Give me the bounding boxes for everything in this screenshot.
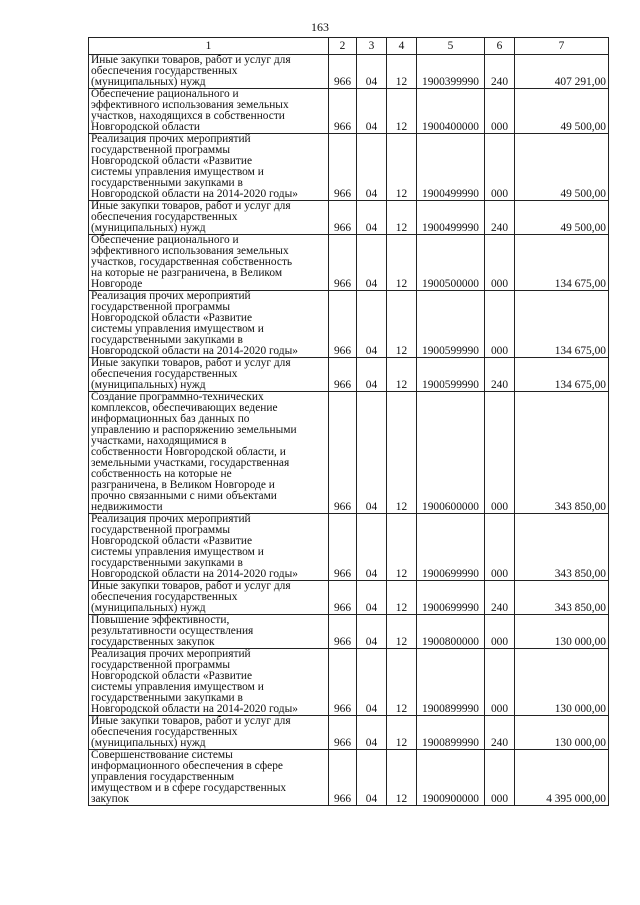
row-subsection-code: 12 — [387, 291, 417, 358]
table-row — [89, 235, 609, 291]
row-description: Реализация прочих мероприятий государственной программы Новгородской области «Развитие системы управления имуществом и государственными закупками в Новгородской области на 2014-2020 годы» — [89, 514, 329, 581]
row-target-article-code: 1900499990 — [417, 201, 485, 235]
row-section-code: 04 — [357, 358, 387, 392]
row-target-article-code: 1900599990 — [417, 291, 485, 358]
row-target-article-code: 1900400000 — [417, 89, 485, 134]
row-section-code: 04 — [357, 581, 387, 615]
row-ministry-code: 966 — [329, 358, 357, 392]
row-expense-type-code: 000 — [485, 514, 515, 581]
column-header: 2 — [329, 38, 357, 55]
column-header: 3 — [357, 38, 387, 55]
row-amount: 343 850,00 — [515, 514, 609, 581]
row-expense-type-code: 240 — [485, 201, 515, 235]
row-section-code: 04 — [357, 235, 387, 291]
row-description: Повышение эффективности, результативности осуществления государственных закупок — [89, 615, 329, 649]
row-expense-type-code: 000 — [485, 235, 515, 291]
row-section-code: 04 — [357, 716, 387, 750]
table-row — [89, 750, 609, 806]
row-expense-type-code: 240 — [485, 716, 515, 750]
row-subsection-code: 12 — [387, 716, 417, 750]
row-ministry-code: 966 — [329, 615, 357, 649]
row-amount: 134 675,00 — [515, 235, 609, 291]
row-expense-type-code: 240 — [485, 55, 515, 89]
row-expense-type-code: 000 — [485, 392, 515, 514]
row-description: Реализация прочих мероприятий государственной программы Новгородской области «Развитие системы управления имуществом и государственными закупками в Новгородской области на 2014-2020 годы» — [89, 134, 329, 201]
table-row — [89, 89, 609, 134]
column-header: 5 — [417, 38, 485, 55]
table-row — [89, 291, 609, 358]
budget-table — [88, 37, 609, 806]
table-body — [89, 55, 609, 806]
row-ministry-code: 966 — [329, 392, 357, 514]
row-amount: 49 500,00 — [515, 134, 609, 201]
table-row — [89, 134, 609, 201]
row-section-code: 04 — [357, 291, 387, 358]
row-section-code: 04 — [357, 134, 387, 201]
row-expense-type-code: 000 — [485, 615, 515, 649]
row-ministry-code: 966 — [329, 514, 357, 581]
column-header: 1 — [89, 38, 329, 55]
row-expense-type-code: 000 — [485, 649, 515, 716]
row-description: Иные закупки товаров, работ и услуг для обеспечения государственных (муниципальных) нужд — [89, 581, 329, 615]
row-subsection-code: 12 — [387, 55, 417, 89]
row-ministry-code: 966 — [329, 235, 357, 291]
row-target-article-code: 1900899990 — [417, 716, 485, 750]
row-section-code: 04 — [357, 392, 387, 514]
row-ministry-code: 966 — [329, 89, 357, 134]
row-subsection-code: 12 — [387, 750, 417, 806]
row-section-code: 04 — [357, 649, 387, 716]
row-description: Иные закупки товаров, работ и услуг для обеспечения государственных (муниципальных) нужд — [89, 358, 329, 392]
row-expense-type-code: 240 — [485, 358, 515, 392]
row-section-code: 04 — [357, 615, 387, 649]
column-header: 6 — [485, 38, 515, 55]
row-amount: 49 500,00 — [515, 89, 609, 134]
row-target-article-code: 1900699990 — [417, 581, 485, 615]
row-description: Иные закупки товаров, работ и услуг для обеспечения государственных (муниципальных) нужд — [89, 55, 329, 89]
row-description: Реализация прочих мероприятий государственной программы Новгородской области «Развитие системы управления имуществом и государственными закупками в Новгородской области на 2014-2020 годы» — [89, 291, 329, 358]
row-subsection-code: 12 — [387, 615, 417, 649]
table-row — [89, 615, 609, 649]
page-number: 163 — [311, 20, 329, 34]
table-row — [89, 392, 609, 514]
row-section-code: 04 — [357, 55, 387, 89]
row-amount: 343 850,00 — [515, 392, 609, 514]
column-header: 7 — [515, 38, 609, 55]
column-header: 4 — [387, 38, 417, 55]
row-description: Обеспечение рационального и эффективного использования земельных участков, находящихся в собственности Новгородской области — [89, 89, 329, 134]
row-amount: 134 675,00 — [515, 291, 609, 358]
row-amount: 343 850,00 — [515, 581, 609, 615]
row-ministry-code: 966 — [329, 581, 357, 615]
row-ministry-code: 966 — [329, 291, 357, 358]
row-amount: 4 395 000,00 — [515, 750, 609, 806]
row-ministry-code: 966 — [329, 649, 357, 716]
row-subsection-code: 12 — [387, 89, 417, 134]
table-row — [89, 581, 609, 615]
row-amount: 407 291,00 — [515, 55, 609, 89]
row-amount: 130 000,00 — [515, 716, 609, 750]
row-expense-type-code: 000 — [485, 134, 515, 201]
row-subsection-code: 12 — [387, 514, 417, 581]
table-row — [89, 716, 609, 750]
row-subsection-code: 12 — [387, 358, 417, 392]
row-description: Иные закупки товаров, работ и услуг для обеспечения государственных (муниципальных) нужд — [89, 201, 329, 235]
row-subsection-code: 12 — [387, 649, 417, 716]
row-description: Иные закупки товаров, работ и услуг для обеспечения государственных (муниципальных) нужд — [89, 716, 329, 750]
row-amount: 130 000,00 — [515, 615, 609, 649]
row-section-code: 04 — [357, 201, 387, 235]
row-amount: 130 000,00 — [515, 649, 609, 716]
table-row — [89, 358, 609, 392]
row-expense-type-code: 000 — [485, 750, 515, 806]
row-expense-type-code: 240 — [485, 581, 515, 615]
row-section-code: 04 — [357, 750, 387, 806]
row-target-article-code: 1900800000 — [417, 615, 485, 649]
row-expense-type-code: 000 — [485, 89, 515, 134]
row-subsection-code: 12 — [387, 392, 417, 514]
row-description: Обеспечение рационального и эффективного использования земельных участков, государственная собственность на которые не разграничена, в Великом Новгороде — [89, 235, 329, 291]
row-subsection-code: 12 — [387, 134, 417, 201]
row-target-article-code: 1900399990 — [417, 55, 485, 89]
row-target-article-code: 1900500000 — [417, 235, 485, 291]
table-row — [89, 514, 609, 581]
row-description: Создание программно-технических комплексов, обеспечивающих ведение информационных баз данных по управлению и распоряжению земельными участками, находящимися в собственности Новгородской области, и земельными участками, государственная собственность на которые не разграничена, в Великом Новгороде и прочно связанными с ними объектами недвижимости — [89, 392, 329, 514]
row-description: Совершенствование системы информационного обеспечения в сфере управления государственным имуществом и в сфере государственных закупок — [89, 750, 329, 806]
row-target-article-code: 1900899990 — [417, 649, 485, 716]
row-subsection-code: 12 — [387, 581, 417, 615]
row-target-article-code: 1900499990 — [417, 134, 485, 201]
table-row — [89, 201, 609, 235]
row-ministry-code: 966 — [329, 134, 357, 201]
row-target-article-code: 1900699990 — [417, 514, 485, 581]
table-row — [89, 55, 609, 89]
row-ministry-code: 966 — [329, 55, 357, 89]
table-header-row — [89, 38, 609, 55]
row-target-article-code: 1900600000 — [417, 392, 485, 514]
row-ministry-code: 966 — [329, 716, 357, 750]
table-row — [89, 649, 609, 716]
row-description: Реализация прочих мероприятий государственной программы Новгородской области «Развитие системы управления имуществом и государственными закупками в Новгородской области на 2014-2020 годы» — [89, 649, 329, 716]
row-subsection-code: 12 — [387, 235, 417, 291]
row-ministry-code: 966 — [329, 201, 357, 235]
row-section-code: 04 — [357, 89, 387, 134]
row-subsection-code: 12 — [387, 201, 417, 235]
row-expense-type-code: 000 — [485, 291, 515, 358]
row-target-article-code: 1900599990 — [417, 358, 485, 392]
row-amount: 134 675,00 — [515, 358, 609, 392]
row-amount: 49 500,00 — [515, 201, 609, 235]
row-section-code: 04 — [357, 514, 387, 581]
row-ministry-code: 966 — [329, 750, 357, 806]
row-target-article-code: 1900900000 — [417, 750, 485, 806]
